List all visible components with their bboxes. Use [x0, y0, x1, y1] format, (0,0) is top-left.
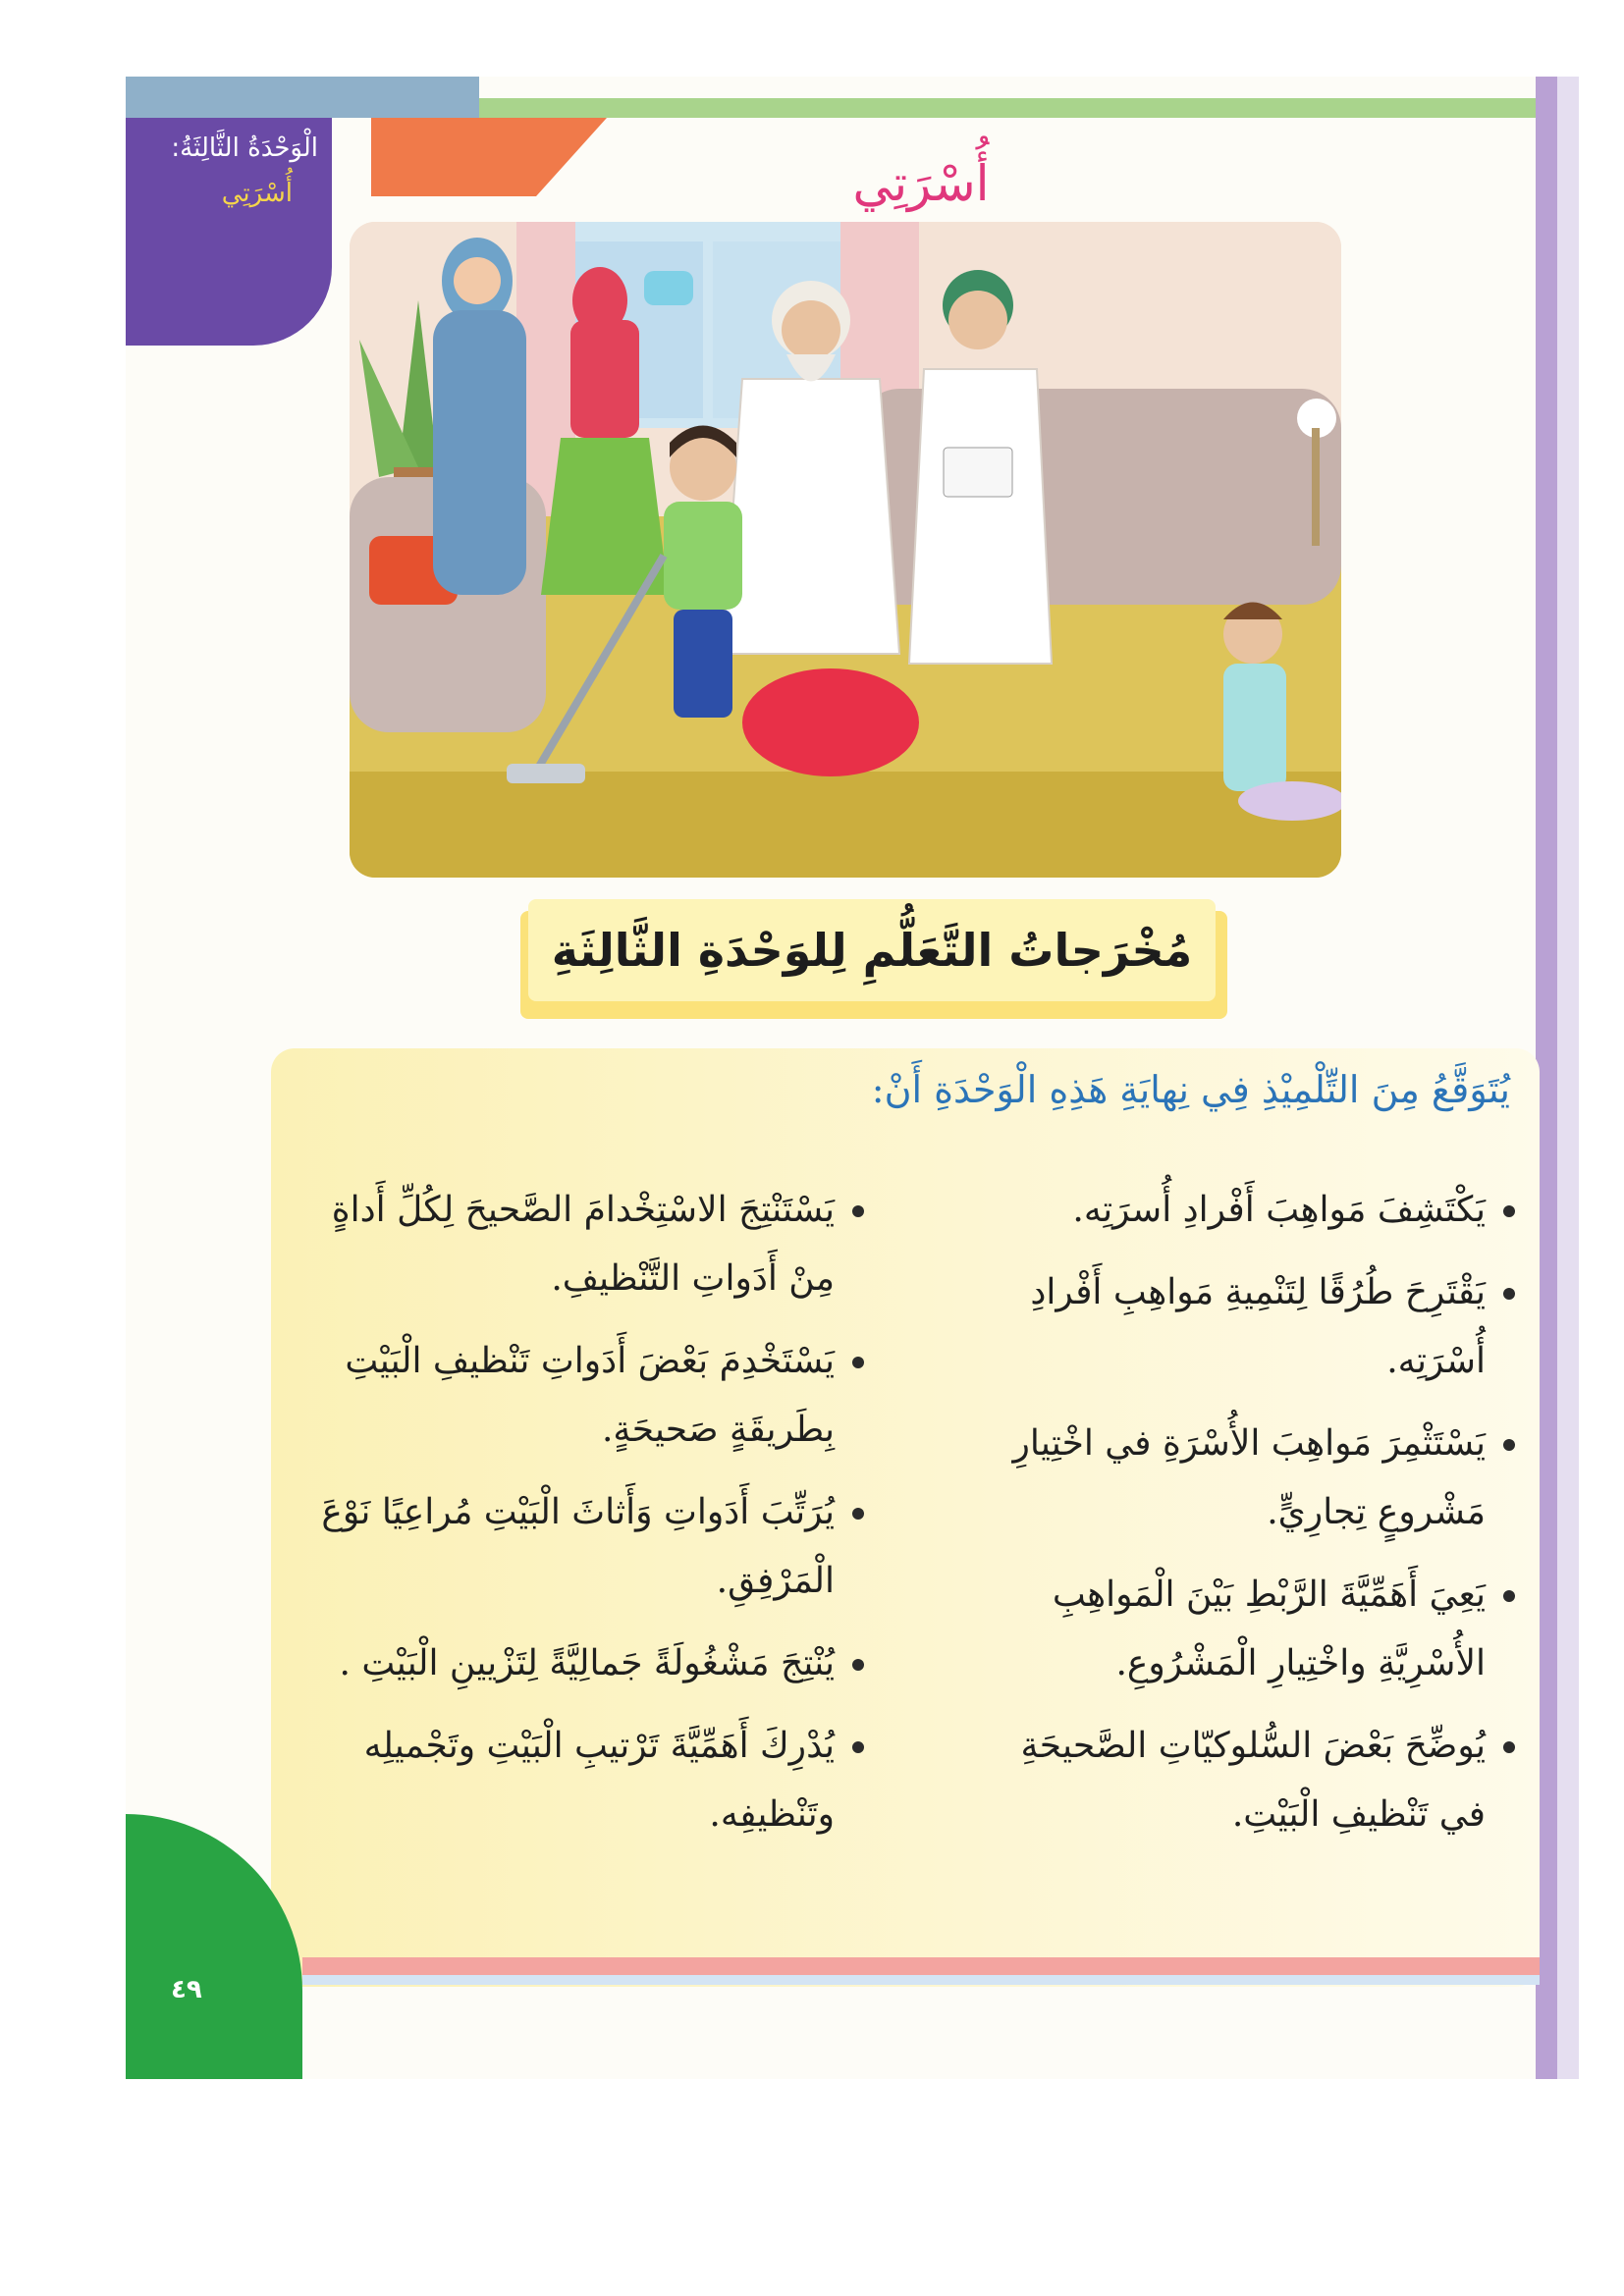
outcome-item: يُدْرِكَ أَهَمِّيَّةَ تَرْتيبِ الْبَيْتِ وتَجْميلِه وتَنْظيفِه. — [275, 1712, 864, 1849]
page-title: أُسْرَتِي — [852, 155, 990, 212]
bottom-pink-line — [302, 1957, 1540, 1975]
family-cleaning-illustration — [350, 222, 1341, 878]
unit-tab — [126, 118, 332, 346]
outcomes-right-column — [965, 1176, 1515, 1863]
unit-name: أُسْرَتِي — [221, 179, 293, 208]
page-number: ٤٩ — [171, 1975, 202, 2004]
learning-outcomes-banner — [528, 899, 1216, 1001]
banner-title: مُخْرَجاتُ التَّعَلُّمِ لِلوَحْدَةِ الثَّالِثَةِ — [551, 924, 1193, 977]
outcome-item: يُرَتِّبَ أَدَواتِ وَأَثاثَ الْبَيْتِ مُراعِيًا نَوْعَ الْمَرْفِقِ. — [275, 1478, 864, 1616]
outcome-item: يُوضِّحَ بَعْضَ السُّلوكيّاتِ الصَّحيحَةِ في تَنْظيفِ الْبَيْتِ. — [965, 1712, 1515, 1849]
outcome-item: يَسْتَثْمِرَ مَواهِبَ الأُسْرَةِ في اخْتِيارِ مَشْروعٍ تِجارِيٍّ. — [965, 1410, 1515, 1547]
outcomes-left-column — [275, 1176, 864, 1863]
outcome-item: يَقْتَرِحَ طُرُقًا لِتَنْمِيةِ مَواهِبِ أَفْرادِ أُسْرَتِه. — [965, 1258, 1515, 1396]
outcome-item: يُنْتِجَ مَشْغُولَةً جَمالِيَّةً لِتَزْيينِ الْبَيْتِ . — [275, 1629, 864, 1698]
top-orange-shape — [371, 118, 607, 196]
textbook-page — [126, 77, 1579, 2079]
outcome-item: يَسْتَنْتِجَ الاسْتِخْدامَ الصَّحيحَ لِكُلِّ أَداةٍ مِنْ أَدَواتِ التَّنْظيفِ. — [275, 1176, 864, 1313]
right-light-strip — [1557, 77, 1579, 2079]
outcome-item: يَعِيَ أَهَمِّيَّةَ الرَّبْطِ بَيْنَ الْمَواهِبِ الأُسْرِيَّةِ واخْتِيارِ الْمَشْرُوعِ. — [965, 1561, 1515, 1698]
family-illustration — [350, 222, 1341, 878]
outcome-item: يَسْتَخْدِمَ بَعْضَ أَدَواتِ تَنْظيفِ الْبَيْتِ بِطَريقَةٍ صَحيحَةٍ. — [275, 1327, 864, 1465]
bottom-blue-line — [302, 1975, 1540, 1985]
unit-label: الْوَحْدَةُ الثَّالِثَةُ: — [171, 133, 318, 163]
outcome-item: يَكْتَشِفَ مَواهِبَ أَفْرادِ أُسرَتِه. — [965, 1176, 1515, 1245]
top-blue-bar — [126, 77, 479, 118]
outcomes-intro: يُتَوَقَّعُ مِنَ التِّلْمِيْذِ فِي نِهايَةِ هَذِهِ الْوَحْدَةِ أَنْ: — [871, 1068, 1510, 1111]
